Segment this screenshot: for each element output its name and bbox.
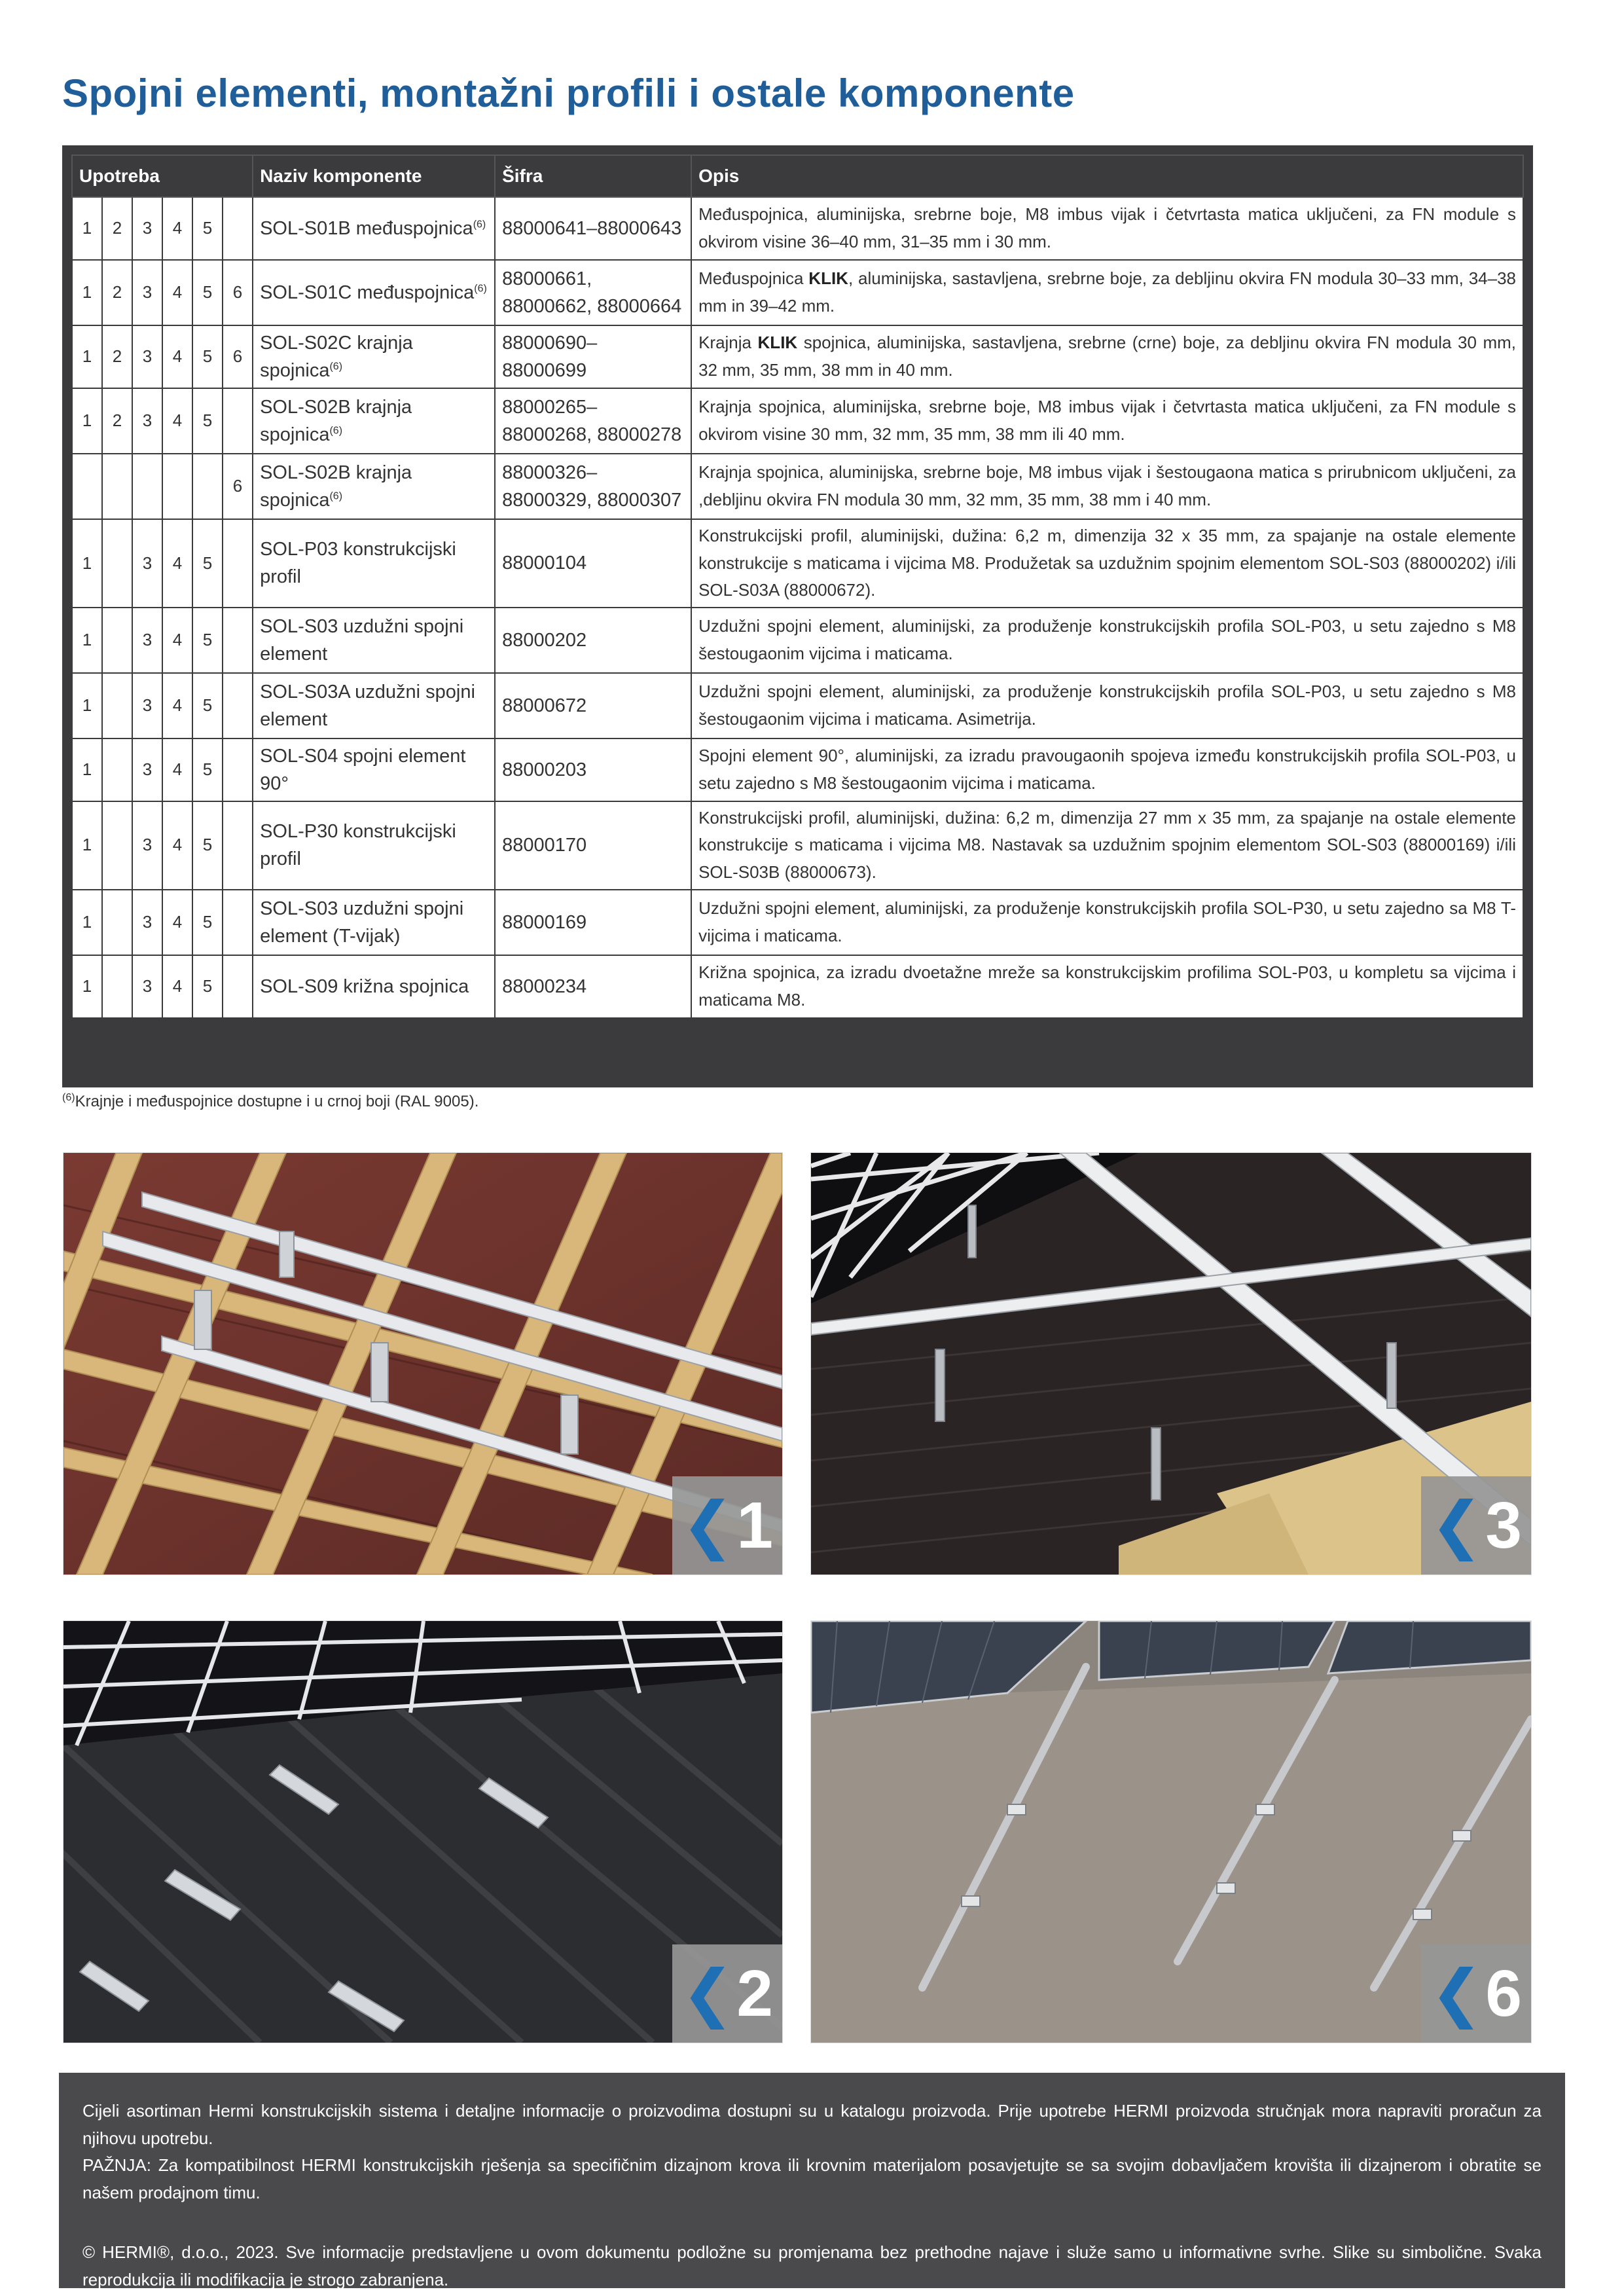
usage-cell: 1: [72, 388, 102, 454]
component-code: 88000690– 88000699: [495, 325, 691, 388]
usage-cell: [223, 801, 253, 890]
component-code: 88000203: [495, 738, 691, 801]
table-row: [72, 673, 1523, 738]
description-text: Križna spojnica, za izradu dvoetažne mreže sa konstrukcijskim profilima SOL-P03, u kompletu sa vijcima i maticama M8.: [698, 962, 1516, 1010]
table-row: [72, 197, 1523, 260]
component-name-cell: [253, 260, 495, 325]
usage-cell: [192, 454, 223, 519]
usage-cell: [223, 955, 253, 1018]
photo-1-tile-roof: [63, 1152, 783, 1575]
usage-cell: 4: [162, 673, 192, 738]
component-description: [691, 890, 1523, 955]
photo-6-number: 6: [1485, 1957, 1523, 2030]
usage-cell: 3: [132, 325, 162, 388]
usage-cell: [223, 197, 253, 260]
usage-cell: 3: [132, 197, 162, 260]
usage-cell: 4: [162, 519, 192, 608]
usage-cell: 5: [192, 801, 223, 890]
component-name-cell: [253, 519, 495, 608]
component-name: SOL-P03 konstrukcijski profil: [260, 539, 456, 588]
usage-cell: 5: [192, 197, 223, 260]
usage-cell: 4: [162, 738, 192, 801]
header-desc: Opis: [691, 155, 1523, 197]
usage-cell: 4: [162, 388, 192, 454]
usage-cell: 1: [72, 955, 102, 1018]
component-name-cell: [253, 325, 495, 388]
usage-cell: [223, 890, 253, 955]
usage-cell: 4: [162, 197, 192, 260]
usage-cell: 3: [132, 801, 162, 890]
component-code: 88000169: [495, 890, 691, 955]
usage-cell: [72, 454, 102, 519]
usage-cell: 5: [192, 519, 223, 608]
usage-cell: 1: [72, 519, 102, 608]
description-emphasis: KLIK: [757, 333, 798, 353]
component-description: [691, 325, 1523, 388]
component-name-cell: [253, 608, 495, 673]
usage-cell: [102, 454, 132, 519]
usage-cell: 5: [192, 388, 223, 454]
usage-cell: 2: [102, 197, 132, 260]
component-name-cell: [253, 890, 495, 955]
usage-cell: 4: [162, 801, 192, 890]
description-text: Krajnja spojnica, aluminijska, srebrne boje, M8 imbus vijak i šestougaona matica s prirubnicom uključeni, za ,debljinu okvira FN modula 30 mm, 32 mm, 35 mm, 38 mm i 40 mm.: [698, 462, 1516, 509]
usage-cell: 3: [132, 890, 162, 955]
description-text: Krajnja: [698, 333, 758, 353]
usage-cell: 4: [162, 260, 192, 325]
photo-1-badge: [672, 1476, 782, 1575]
component-name: SOL-S02B krajnja spojnica: [260, 462, 412, 511]
usage-cell: 3: [132, 260, 162, 325]
usage-cell: 5: [192, 890, 223, 955]
component-name: SOL-P30 konstrukcijski profil: [260, 821, 456, 870]
table-row: [72, 801, 1523, 890]
component-name: SOL-S01C međuspojnica: [260, 282, 475, 303]
usage-cell: 5: [192, 673, 223, 738]
component-name: SOL-S03 uzdužni spojni element (T-vijak): [260, 898, 464, 947]
usage-cell: 1: [72, 890, 102, 955]
footer-line-2: PAŽNJA: Za kompatibilnost HERMI konstrukcijskih rješenja sa specifičnim dizajnom krova ili krovnim materijalom posavjetujte se sa svojim dobavljačem krovišta ili dizajnerom i obratite se našem prodajnom timu.: [82, 2155, 1542, 2202]
component-description: [691, 197, 1523, 260]
usage-cell: [223, 519, 253, 608]
usage-cell: [102, 890, 132, 955]
component-name-cell: [253, 738, 495, 801]
usage-cell: 4: [162, 890, 192, 955]
description-text: Uzdužni spojni element, aluminijski, za produženje konstrukcijskih profila SOL-P03, u setu zajedno s M8 šestougaonim vijcima i maticama. Asimetrija.: [698, 682, 1516, 729]
usage-cell: 3: [132, 955, 162, 1018]
table-row: [72, 325, 1523, 388]
usage-cell: [102, 519, 132, 608]
usage-cell: 3: [132, 738, 162, 801]
footer-copyright: © HERMI®, d.o.o., 2023. Sve informacije predstavljene u ovom dokumentu podložne su promjenama bez prethodne najave i služe samo u informativne svrhe. Slike su simbolične. Svaka reprodukcija ili modifikacija je strogo zabranjena.: [82, 2242, 1542, 2289]
component-code: 88000202: [495, 608, 691, 673]
usage-cell: 6: [223, 454, 253, 519]
usage-cell: 1: [72, 673, 102, 738]
component-code: 88000265– 88000268, 88000278: [495, 388, 691, 454]
chevron-left-icon: ❮: [681, 1490, 734, 1560]
table-row: [72, 738, 1523, 801]
description-text: spojnica, aluminijska, sastavljena, srebrne (crne) boje, za debljinu okvira FN modula 30 mm, 32 mm, 35 mm, 38 mm in 40 mm.: [698, 333, 1517, 380]
chevron-left-icon: ❮: [1430, 1490, 1483, 1560]
table-row: [72, 454, 1523, 519]
component-description: [691, 519, 1523, 608]
table-row: [72, 608, 1523, 673]
table-row: [72, 388, 1523, 454]
usage-cell: [102, 955, 132, 1018]
footer-line-1: Cijeli asortiman Hermi konstrukcijskih sistema i detaljne informacije o proizvodima dostupni su u katalogu proizvoda. Prije upotrebe HERMI proizvoda stručnjak mora napraviti proračun za njihovu upotrebu.: [82, 2101, 1542, 2148]
usage-cell: 6: [223, 325, 253, 388]
usage-cell: 5: [192, 955, 223, 1018]
component-name: SOL-S03 uzdužni spojni element: [260, 615, 464, 665]
usage-cell: 5: [192, 325, 223, 388]
component-code: 88000170: [495, 801, 691, 890]
usage-cell: 4: [162, 955, 192, 1018]
chevron-left-icon: ❮: [1430, 1958, 1483, 2028]
usage-cell: 5: [192, 608, 223, 673]
footnote-marker: (6): [329, 425, 343, 437]
chevron-left-icon: ❮: [681, 1958, 734, 2028]
component-description: [691, 388, 1523, 454]
footnote-marker: (6): [473, 219, 486, 230]
usage-cell: [102, 673, 132, 738]
component-description: [691, 260, 1523, 325]
footnote-marker: (6): [62, 1092, 75, 1103]
photo-2-number: 2: [736, 1957, 774, 2030]
usage-cell: [102, 608, 132, 673]
usage-cell: 1: [72, 801, 102, 890]
description-text: Međuspojnica: [698, 268, 809, 289]
component-name-cell: [253, 955, 495, 1018]
usage-cell: [223, 608, 253, 673]
component-name: SOL-S03A uzdužni spojni element: [260, 681, 475, 730]
table-row: [72, 519, 1523, 608]
usage-cell: 2: [102, 388, 132, 454]
header-name: Naziv komponente: [253, 155, 495, 197]
footer-disclaimer: [59, 2073, 1565, 2288]
usage-cell: 3: [132, 519, 162, 608]
usage-cell: 1: [72, 608, 102, 673]
description-text: Uzdužni spojni element, aluminijski, za produženje konstrukcijskih profila SOL-P03, u setu zajedno s M8 šestougaonim vijcima i maticama.: [698, 616, 1516, 663]
component-name-cell: [253, 801, 495, 890]
photo-6-badge: [1421, 1944, 1531, 2043]
footnote-text: Krajnje i međuspojnice dostupne i u crnoj boji (RAL 9005).: [75, 1093, 479, 1110]
usage-cell: [162, 454, 192, 519]
usage-cell: [132, 454, 162, 519]
component-description: [691, 955, 1523, 1018]
description-text: Uzdužni spojni element, aluminijski, za produženje konstrukcijskih profila SOL-P30, u setu zajedno sa M8 T-vijcima i maticama.: [698, 898, 1516, 945]
component-name: SOL-S02B krajnja spojnica: [260, 396, 412, 445]
component-code: 88000104: [495, 519, 691, 608]
photo-3-shingle-roof: [810, 1152, 1532, 1575]
components-table-frame: [62, 145, 1533, 1087]
page-title: Spojni elementi, montažni profili i ostale komponente: [62, 71, 1075, 115]
description-text: Međuspojnica, aluminijska, srebrne boje, M8 imbus vijak i četvrtasta matica uključeni, za FN module s okvirom visine 36–40 mm, 31–35 mm i 30 mm.: [698, 204, 1516, 251]
header-usage: Upotreba: [72, 155, 253, 197]
photo-3-badge: [1421, 1476, 1531, 1575]
usage-cell: 6: [223, 260, 253, 325]
usage-cell: [223, 738, 253, 801]
component-name-cell: [253, 673, 495, 738]
usage-cell: 5: [192, 260, 223, 325]
footnote: [62, 1092, 478, 1111]
component-name: SOL-S01B međuspojnica: [260, 217, 473, 239]
usage-cell: 1: [72, 738, 102, 801]
photo-2-metal-roof: [63, 1620, 783, 2043]
usage-cell: [223, 388, 253, 454]
component-name-cell: [253, 197, 495, 260]
component-name-cell: [253, 388, 495, 454]
component-code: 88000672: [495, 673, 691, 738]
description-text: Konstrukcijski profil, aluminijski, dužina: 6,2 m, dimenzija 27 mm x 35 mm, za spajanje na ostale elemente konstrukcije s maticama i vijcima M8. Nastavak sa uzdužnim spojnim elementom SOL-S03 (88000169) i/ili SOL-S03B (88000673).: [698, 807, 1516, 882]
component-name: SOL-S04 spojni element 90°: [260, 745, 466, 794]
footnote-marker: (6): [474, 283, 487, 295]
usage-cell: 3: [132, 673, 162, 738]
table-row: [72, 890, 1523, 955]
component-description: [691, 454, 1523, 519]
photo-2-badge: [672, 1944, 782, 2043]
usage-cell: [102, 801, 132, 890]
usage-cell: [102, 738, 132, 801]
component-code: 88000661, 88000662, 88000664: [495, 260, 691, 325]
description-emphasis: KLIK: [808, 268, 848, 289]
description-text: , aluminijska, sastavljena, srebrne boje, za debljinu okvira FN modula 30–33 mm, 34–38 mm in 39–42 mm.: [698, 268, 1516, 316]
photo-6-flat-roof: [810, 1620, 1532, 2043]
usage-cell: 3: [132, 388, 162, 454]
usage-cell: 5: [192, 738, 223, 801]
component-description: [691, 801, 1523, 890]
usage-cell: 4: [162, 608, 192, 673]
description-text: Spojni element 90°, aluminijski, za izradu pravougaonih spojeva između konstrukcijskih profila SOL-P03, u setu zajedno s M8 šestougaonim vijcima i maticama.: [698, 746, 1516, 793]
component-name-cell: [253, 454, 495, 519]
description-text: Konstrukcijski profil, aluminijski, dužina: 6,2 m, dimenzija 32 x 35 mm, za spajanje na ostale elemente konstrukcije s maticama i vijcima M8. Produžetak sa uzdužnim spojnim elementom SOL-S03 (88000202) i/ili SOL-S03A (88000672).: [698, 526, 1516, 600]
usage-cell: [223, 673, 253, 738]
usage-cell: 2: [102, 325, 132, 388]
usage-cell: 3: [132, 608, 162, 673]
usage-cell: 1: [72, 325, 102, 388]
component-name: SOL-S09 križna spojnica: [260, 975, 469, 997]
component-description: [691, 608, 1523, 673]
footnote-marker: (6): [329, 361, 343, 373]
table-row: [72, 260, 1523, 325]
photo-3-number: 3: [1485, 1489, 1523, 1562]
component-code: 88000641–88000643: [495, 197, 691, 260]
usage-cell: 1: [72, 260, 102, 325]
component-code: 88000234: [495, 955, 691, 1018]
component-description: [691, 738, 1523, 801]
table-row: [72, 955, 1523, 1018]
header-code: Šifra: [495, 155, 691, 197]
usage-cell: 4: [162, 325, 192, 388]
usage-cell: 2: [102, 260, 132, 325]
usage-cell: 1: [72, 197, 102, 260]
component-name: SOL-S02C krajnja spojnica: [260, 332, 413, 381]
description-text: Krajnja spojnica, aluminijska, srebrne boje, M8 imbus vijak i četvrtasta matica uključeni, za FN module s okvirom visine 30 mm, 32 mm, 35 mm, 38 mm ili 40 mm.: [698, 397, 1516, 444]
photo-1-number: 1: [736, 1489, 774, 1562]
components-table: [71, 155, 1524, 1019]
footnote-marker: (6): [329, 490, 343, 502]
table-header-row: [72, 155, 1523, 197]
component-code: 88000326–88000329, 88000307: [495, 454, 691, 519]
component-description: [691, 673, 1523, 738]
